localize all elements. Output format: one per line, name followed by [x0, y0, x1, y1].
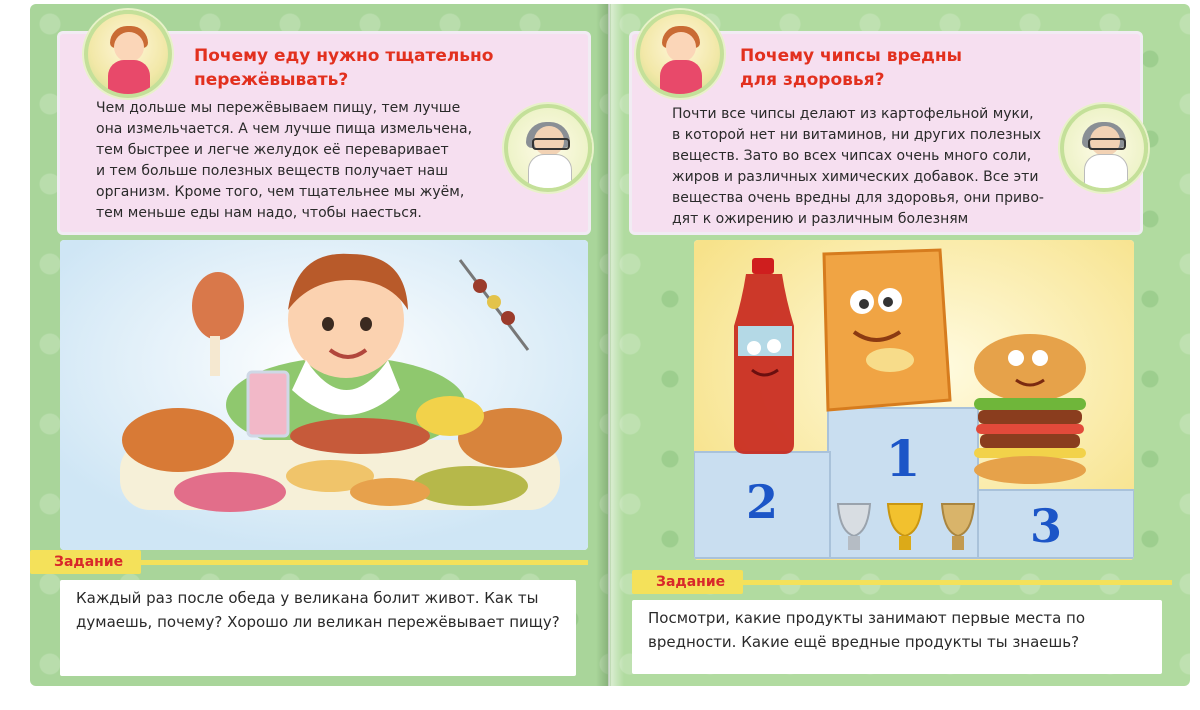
- paragraph-line: и тем больше полезных веществ получает наш: [96, 163, 449, 179]
- open-book: [30, 4, 1190, 686]
- right-question-title: Почему чипсы вредны для здоровья?: [740, 46, 963, 90]
- right-task-text: Посмотри, какие продукты занимают первые места по вредности. Какие ещё вредные продукты ты знаешь?: [632, 600, 1162, 674]
- left-question-title: Почему еду нужно тщательно пережёвывать?: [194, 46, 494, 90]
- podium-place-3: 3: [1029, 499, 1063, 553]
- right-task-label: Задание: [632, 570, 743, 594]
- paragraph-line: Почти все чипсы делают из картофельной муки,: [672, 106, 1034, 122]
- professor-avatar-icon: [1060, 104, 1148, 192]
- girl-avatar-icon: [636, 10, 724, 98]
- book-spine: [596, 4, 624, 686]
- left-task-text: Каждый раз после обеда у великана болит живот. Как ты думаешь, почему? Хорошо ли великан пережёвывает пищу?: [60, 580, 576, 676]
- paragraph-line: она измельчается. А чем лучше пища измельчена,: [96, 121, 473, 137]
- paragraph-line: дят к ожирению и различным болезням: [672, 211, 969, 227]
- girl-avatar-icon: [84, 10, 172, 98]
- paragraph-line: тем меньше еды нам надо, чтобы наесться.: [96, 205, 422, 221]
- paragraph-line: жиров и различных химических добавок. Все эти: [672, 169, 1039, 185]
- junk-food-podium-illustration: [694, 240, 1134, 560]
- paragraph-line: Чем дольше мы пережёвываем пищу, тем лучше: [96, 100, 461, 116]
- professor-avatar-icon: [504, 104, 592, 192]
- paragraph-line: организм. Кроме того, чем тщательнее мы жуём,: [96, 184, 465, 200]
- paragraph-line: веществ. Зато во всех чипсах очень много соли,: [672, 148, 1032, 164]
- left-paragraph: [96, 98, 496, 224]
- left-task-label: Задание: [30, 550, 141, 574]
- left-page: [30, 4, 608, 686]
- paragraph-line: тем быстрее и легче желудок её переваривает: [96, 142, 449, 158]
- paragraph-line: вещества очень вредны для здоровья, они приво-: [672, 190, 1044, 206]
- right-paragraph: [672, 104, 1064, 230]
- right-page: [610, 4, 1190, 686]
- podium-place-1: 1: [885, 429, 921, 488]
- paragraph-line: в которой нет ни витаминов, ни других полезных: [672, 127, 1042, 143]
- boy-eating-illustration: [60, 240, 588, 550]
- podium-place-2: 2: [745, 475, 779, 529]
